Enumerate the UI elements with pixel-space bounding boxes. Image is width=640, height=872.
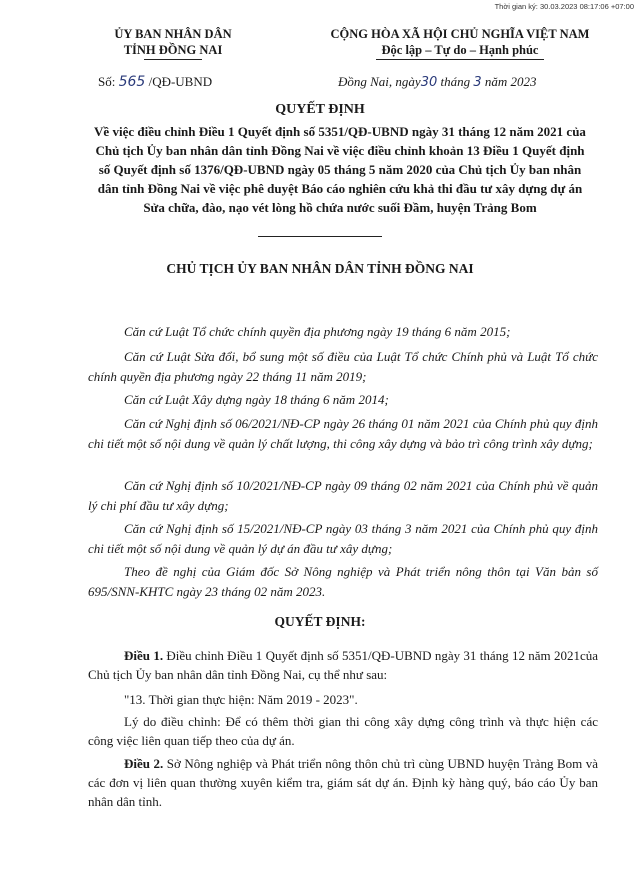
date-year: năm 2023: [481, 74, 537, 89]
document-title: QUYẾT ĐỊNH: [275, 102, 365, 117]
legal-basis-3: Căn cứ Luật Xây dựng ngày 18 tháng 6 năm 2014;: [124, 392, 389, 407]
decision-heading: QUYẾT ĐỊNH:: [274, 614, 366, 629]
date-place: Đồng Nai, ngày: [338, 74, 421, 89]
article-1: [88, 646, 598, 684]
date-day: 30: [420, 75, 438, 90]
article-1-quote: "13. Thời gian thực hiện: Năm 2019 - 2023".: [124, 692, 358, 707]
article-1-text: Điều chỉnh Điều 1 Quyết định số 5351/QĐ-UBND ngày 31 tháng 12 năm 2021của Chủ tịch Ủy ban nhân dân tỉnh Đồng Nai, cụ thể như sau:: [88, 648, 599, 682]
legal-basis-7: Theo đề nghị của Giám đốc Sở Nông nghiệp và Phát triển nông thôn tại Văn bản số 695/SNN-KHTC ngày 23 tháng 02 năm 2023.: [88, 564, 598, 599]
issue-date: [338, 74, 537, 90]
document-subject: Về việc điều chỉnh Điều 1 Quyết định số 5351/QĐ-UBND ngày 31 tháng 12 năm 2021 của Chủ tịch Ủy ban nhân dân tỉnh Đồng Nai về việc điều chỉnh khoản 13 Điều 1 Quyết định số Quyết định số 1376/QĐ-UBND ngày 05 tháng 5 năm 2020 của Chủ tịch Ủy ban nhân dân tỉnh Đồng Nai về việc phê duyệt Báo cáo nghiên cứu khả thi đầu tư xây dựng dự án Sửa chữa, đào, nạo vét lòng hồ chứa nước suối Đầm, huyện Trảng Bom: [94, 124, 586, 215]
nation-line-1: CỘNG HÒA XÃ HỘI CHỦ NGHĨA VIỆT NAM: [330, 27, 590, 41]
motto-underline: [376, 59, 544, 60]
article-2-text: Sở Nông nghiệp và Phát triển nông thôn chủ trì cùng UBND huyện Trảng Bom và các đơn vị liên quan thường xuyên kiểm tra, giám sát dự án. Định kỳ hàng quý, báo cáo Ủy ban nhân dân tỉnh.: [88, 756, 598, 809]
legal-basis-1: Căn cứ Luật Tổ chức chính quyền địa phương ngày 19 tháng 6 năm 2015;: [124, 324, 511, 339]
nation-line-2: Độc lập – Tự do – Hạnh phúc: [381, 43, 539, 57]
agency-underline: [144, 59, 202, 60]
subject-underline: [258, 236, 382, 237]
number-suffix: /QĐ-UBND: [145, 74, 213, 89]
handwritten-number: 565: [118, 74, 146, 90]
issuing-agency: [98, 26, 248, 60]
article-1-label: Điều 1.: [124, 648, 164, 663]
issuing-authority: CHỦ TỊCH ỦY BAN NHÂN DÂN TỈNH ĐỒNG NAI: [166, 261, 474, 276]
article-2-label: Điều 2.: [124, 756, 164, 771]
agency-line-2: TỈNH ĐỒNG NAI: [123, 43, 223, 57]
agency-line-1: ỦY BAN NHÂN DÂN: [114, 27, 232, 41]
date-month: 3: [473, 75, 482, 90]
article-1-reason: Lý do điều chỉnh: Để có thêm thời gian thi công xây dựng công trình và thực hiện các công việc liên quan tiếp theo của dự án.: [88, 714, 598, 748]
date-month-label: tháng: [437, 74, 474, 89]
digital-signature-timestamp: Thời gian ký: 30.03.2023 08:17:06 +07:00: [494, 2, 634, 11]
number-prefix: Số:: [98, 74, 119, 89]
legal-basis-4: Căn cứ Nghị định số 06/2021/NĐ-CP ngày 26 tháng 01 năm 2021 của Chính phủ quy định chi tiết một số nội dung về quản lý chất lượng, thi công xây dựng và bảo trì công trình xây dựng;: [88, 416, 598, 451]
document-number: [98, 74, 212, 90]
legal-basis-2: Căn cứ Luật Sửa đổi, bổ sung một số điều của Luật Tổ chức Chính phủ và Luật Tổ chức chính quyền địa phương ngày 22 tháng 11 năm 2019;: [88, 349, 598, 384]
legal-basis-6: Căn cứ Nghị định số 15/2021/NĐ-CP ngày 03 tháng 3 năm 2021 của Chính phủ quy định chi tiết một số nội dung về quản lý dự án đầu tư xây dựng;: [88, 521, 598, 556]
national-motto: [300, 26, 620, 60]
legal-basis-5: Căn cứ Nghị định số 10/2021/NĐ-CP ngày 09 tháng 02 năm 2021 của Chính phủ về quản lý chi phí đầu tư xây dựng;: [88, 478, 598, 513]
article-2: [88, 754, 598, 811]
